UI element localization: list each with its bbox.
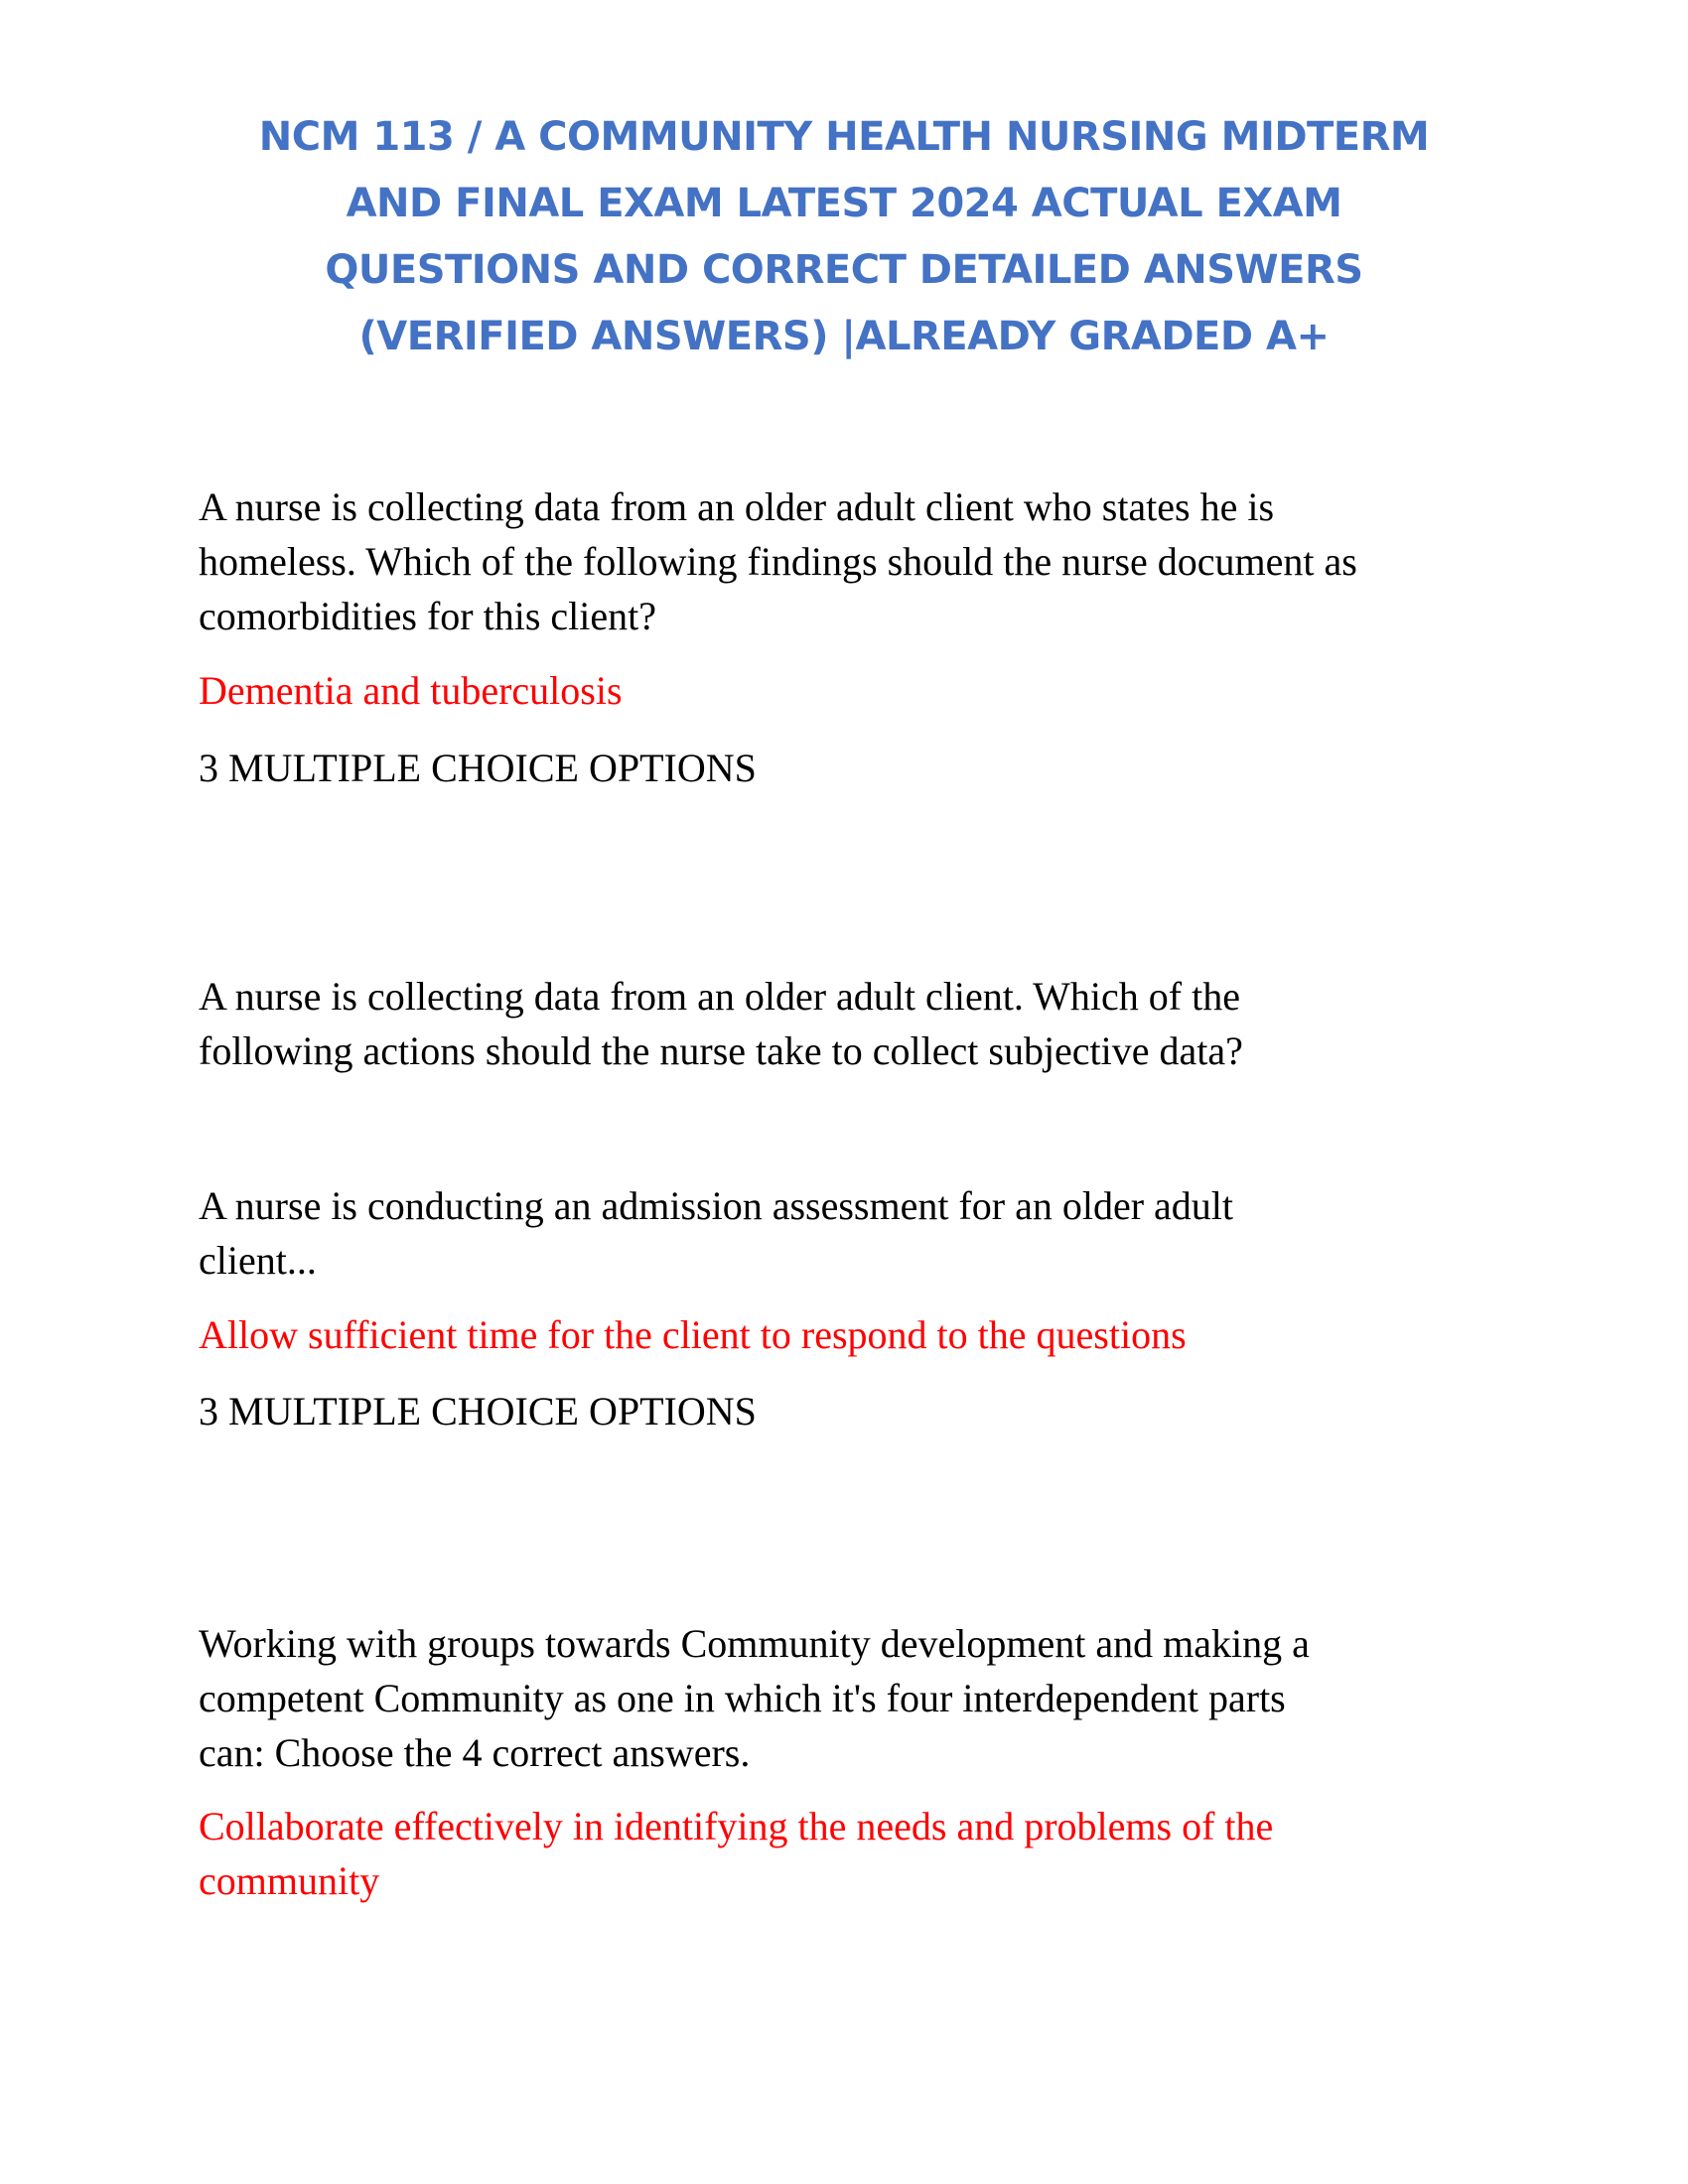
answer-3-text: Allow sufficient time for the client to respond to the questions [199, 1312, 1187, 1357]
options-note-3-text: 3 MULTIPLE CHOICE OPTIONS [199, 1389, 757, 1433]
answer-1-text: Dementia and tuberculosis [199, 668, 623, 713]
question-3 [199, 1178, 1529, 1288]
answer-1 [199, 663, 1529, 718]
answer-3 [199, 1307, 1529, 1362]
question-1-line-3: comorbidities for this client? [199, 594, 656, 638]
question-4-line-3: can: Choose the 4 correct answers. [199, 1730, 751, 1775]
question-3-line-1: A nurse is conducting an admission assessment for an older adult [199, 1183, 1234, 1228]
title-line-3: QUESTIONS AND CORRECT DETAILED ANSWERS [325, 247, 1363, 293]
title-line-2: AND FINAL EXAM LATEST 2024 ACTUAL EXAM [346, 181, 1342, 226]
options-note-1-text: 3 MULTIPLE CHOICE OPTIONS [199, 746, 757, 790]
question-1-line-2: homeless. Which of the following findings should the nurse document as [199, 539, 1357, 584]
document-title [149, 104, 1539, 370]
question-4-line-1: Working with groups towards Community development and making a [199, 1621, 1310, 1666]
question-3-line-2: client... [199, 1238, 317, 1283]
question-4 [199, 1616, 1529, 1780]
title-line-1: NCM 113 / A COMMUNITY HEALTH NURSING MIDTERM [258, 114, 1430, 160]
title-line-4: (VERIFIED ANSWERS) |ALREADY GRADED A+ [358, 314, 1330, 359]
options-note-3 [199, 1384, 1529, 1438]
question-1-line-1: A nurse is collecting data from an older adult client who states he is [199, 484, 1275, 529]
answer-4-line-1: Collaborate effectively in identifying the needs and problems of the [199, 1804, 1274, 1848]
question-4-line-2: competent Community as one in which it's four interdependent parts [199, 1676, 1286, 1720]
answer-4 [199, 1799, 1529, 1908]
options-note-1 [199, 741, 1529, 795]
question-1 [199, 479, 1529, 643]
question-2 [199, 969, 1529, 1078]
answer-4-line-2: community [199, 1858, 380, 1903]
question-2-line-1: A nurse is collecting data from an older adult client. Which of the [199, 974, 1240, 1019]
question-2-line-2: following actions should the nurse take to collect subjective data? [199, 1028, 1243, 1073]
